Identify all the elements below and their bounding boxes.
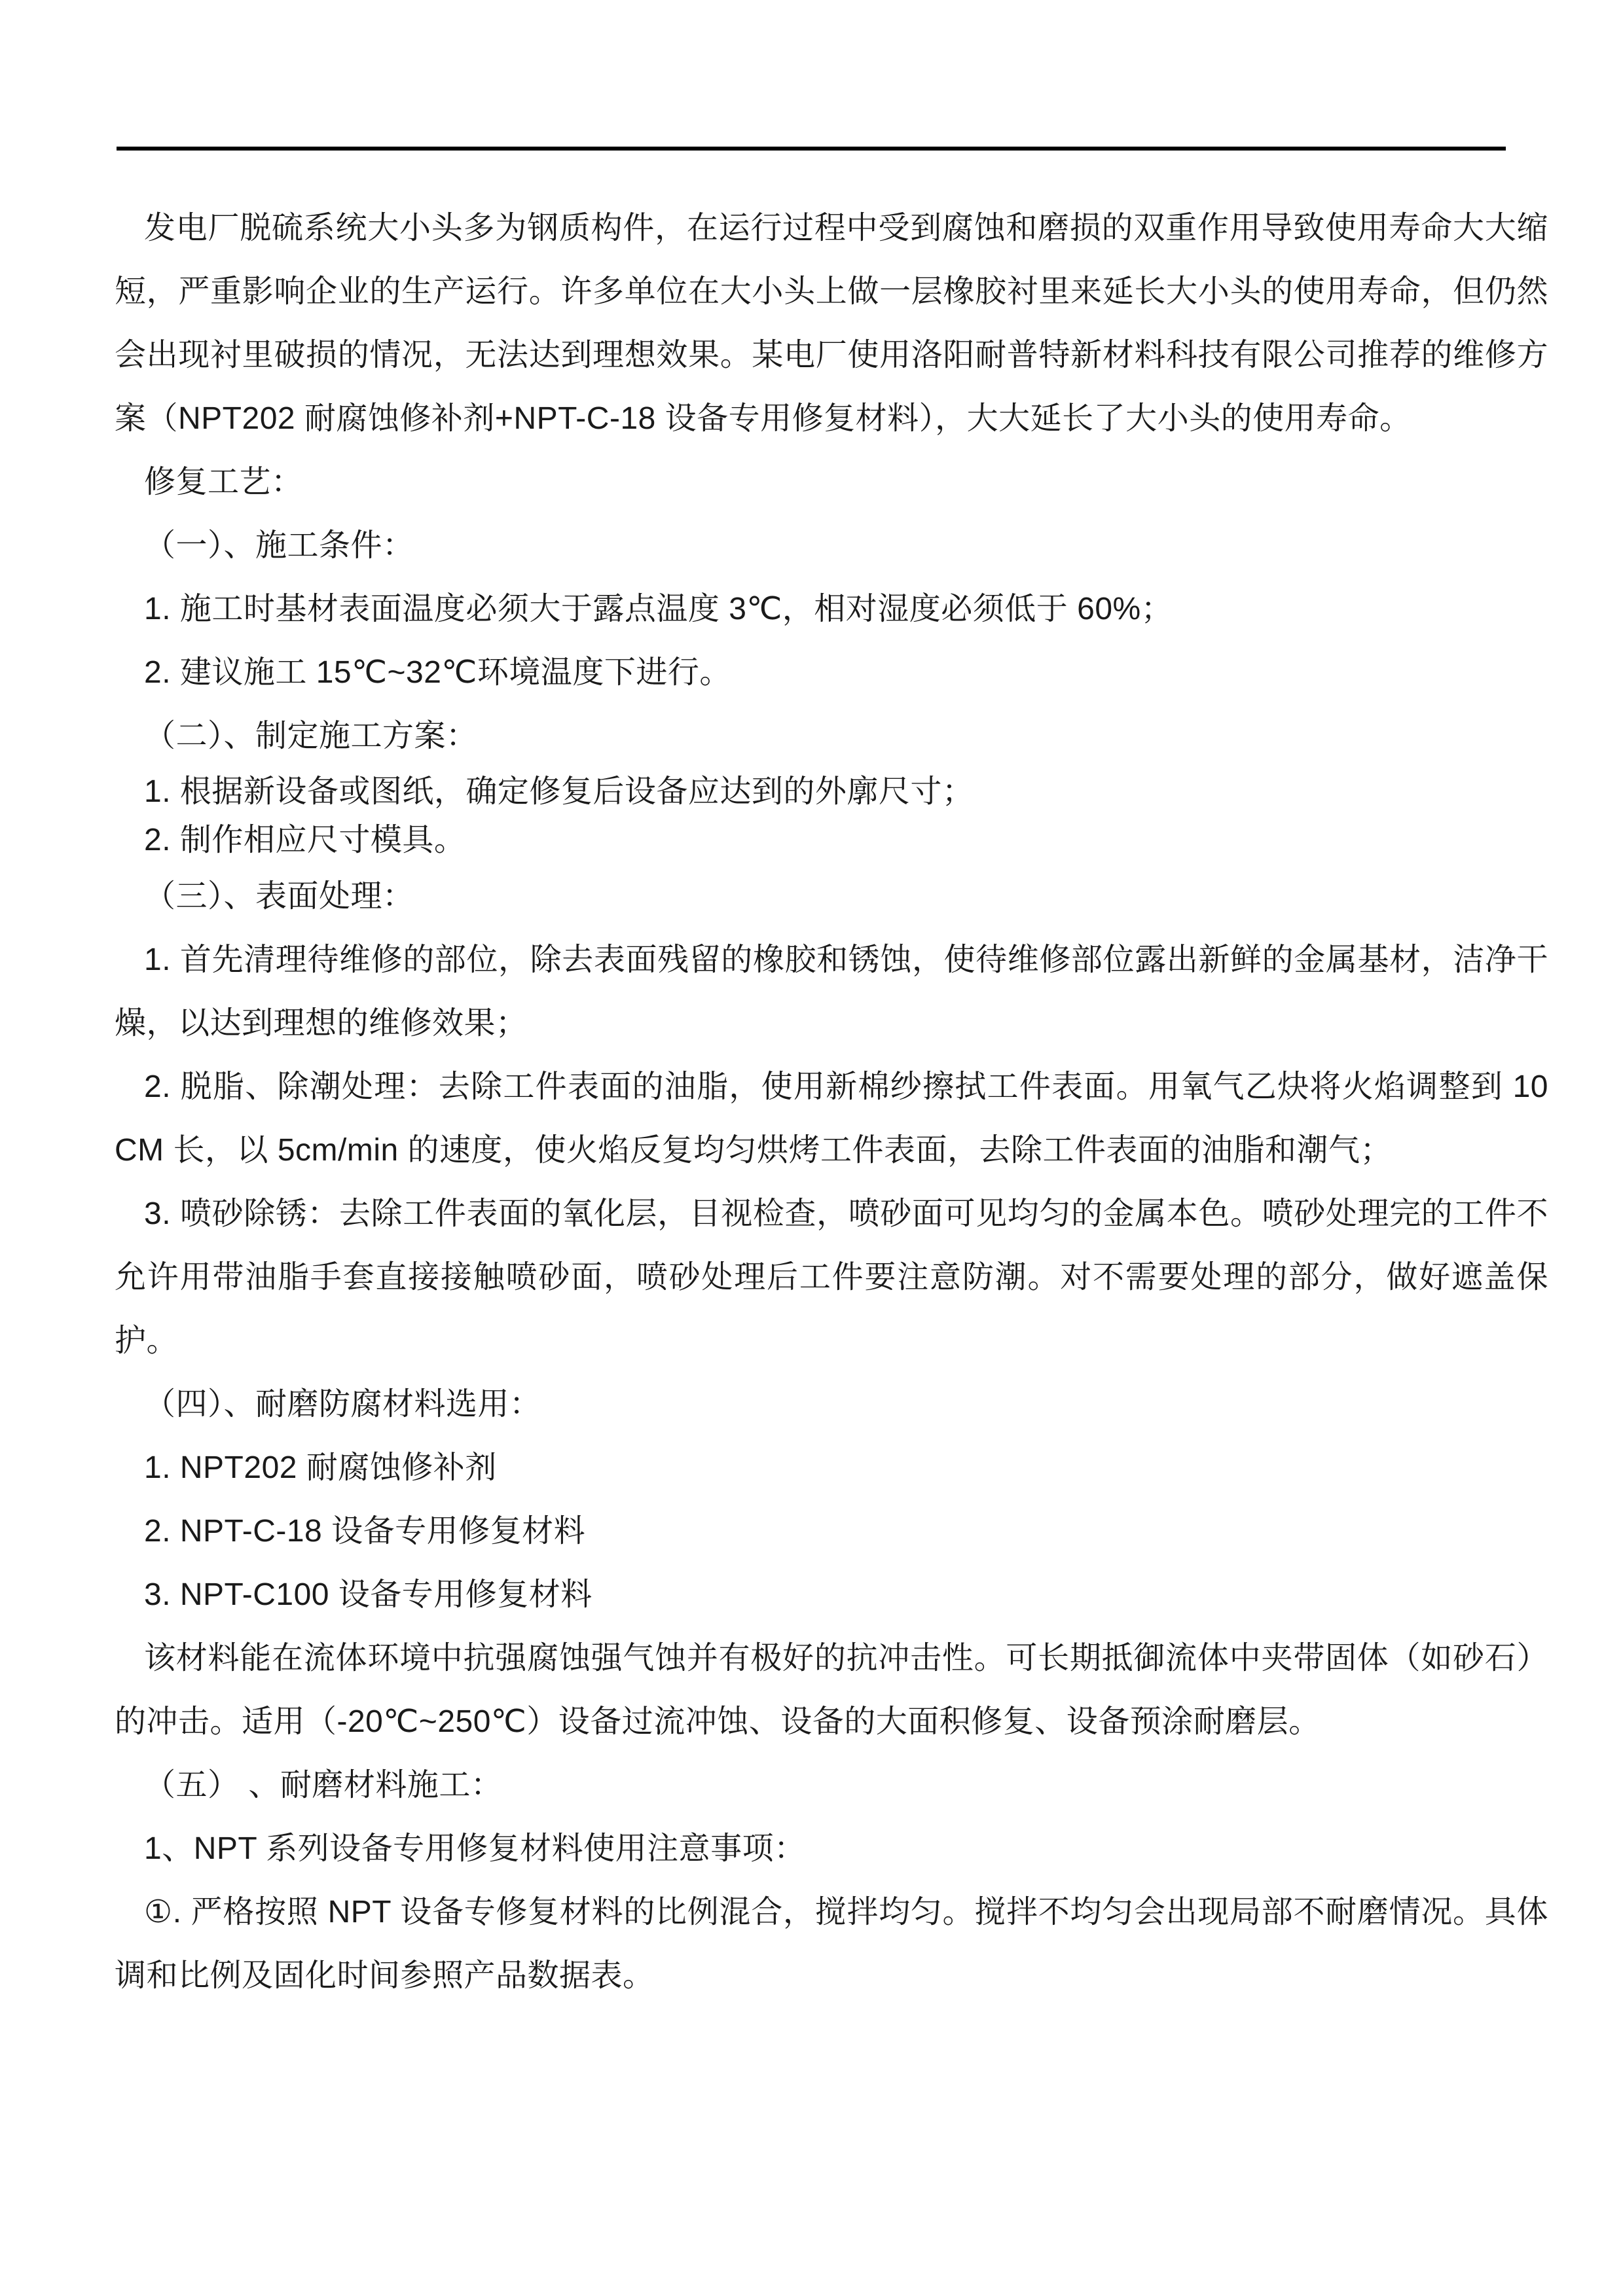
paragraph: 3. NPT-C100 设备专用修复材料 — [144, 1577, 593, 1612]
paragraph: 该材料能在流体环境中抗强腐蚀强气蚀并有极好的抗冲击性。可长期抵御流体中夹带固体（如砂石）的冲击。适用（-20℃~250℃）设备过流冲蚀、设备的大面积修复、设备预涂耐磨层。 — [115, 1641, 1548, 1739]
document-body — [115, 196, 1548, 2007]
paragraph: 1. NPT202 耐腐蚀修补剂 — [144, 1450, 497, 1485]
paragraph: （三）、表面处理： — [144, 879, 414, 914]
paragraph: 3. 喷砂除锈：去除工件表面的氧化层，目视检查，喷砂面可见均匀的金属本色。喷砂处理完的工件不允许用带油脂手套直接接触喷砂面，喷砂处理后工件要注意防潮。对不需要处理的部分，做好遮盖保护。 — [115, 1196, 1548, 1358]
paragraph: 1、NPT 系列设备专用修复材料使用注意事项： — [144, 1831, 806, 1866]
paragraph: 2. 制作相应尺寸模具。 — [144, 823, 466, 857]
paragraph: 1. 施工时基材表面温度必须大于露点温度 3℃，相对湿度必须低于 60%； — [144, 592, 1173, 626]
paragraph: 2. NPT-C-18 设备专用修复材料 — [144, 1514, 586, 1549]
paragraph: 2. 建议施工 15℃~32℃环境温度下进行。 — [144, 655, 731, 690]
paragraph: 2. 脱脂、除潮处理：去除工件表面的油脂，使用新棉纱擦拭工件表面。用氧气乙炔将火焰调整到 10CM 长，以 5cm/min 的速度，使火焰反复均匀烘烤工件表面，去除工件表面的油脂和潮气； — [115, 1069, 1548, 1168]
paragraph: 发电厂脱硫系统大小头多为钢质构件，在运行过程中受到腐蚀和磨损的双重作用导致使用寿命大大缩短，严重影响企业的生产运行。许多单位在大小头上做一层橡胶衬里来延长大小头的使用寿命，但仍然会出现衬里破损的情况，无法达到理想效果。某电厂使用洛阳耐普特新材料科技有限公司推荐的维修方案（NPT202 耐腐蚀修补剂+NPT-C-18 设备专用修复材料），大大延长了大小头的使用寿命。 — [115, 211, 1548, 436]
paragraph: ①. 严格按照 NPT 设备专修复材料的比例混合，搅拌均匀。搅拌不均匀会出现局部不耐磨情况。具体调和比例及固化时间参照产品数据表。 — [115, 1895, 1548, 1993]
header-rule — [117, 147, 1506, 151]
paragraph: （四）、耐磨防腐材料选用： — [144, 1387, 541, 1422]
paragraph: （一）、施工条件： — [144, 528, 414, 563]
paragraph: （五） 、耐磨材料施工： — [144, 1768, 503, 1803]
paragraph: 1. 根据新设备或图纸，确定修复后设备应达到的外廓尺寸； — [144, 774, 974, 809]
paragraph: 1. 首先清理待维修的部位，除去表面残留的橡胶和锈蚀，使待维修部位露出新鲜的金属基材，洁净干燥，以达到理想的维修效果； — [115, 942, 1548, 1041]
paragraph: 修复工艺： — [144, 465, 303, 499]
paragraph: （二）、制定施工方案： — [144, 719, 478, 753]
